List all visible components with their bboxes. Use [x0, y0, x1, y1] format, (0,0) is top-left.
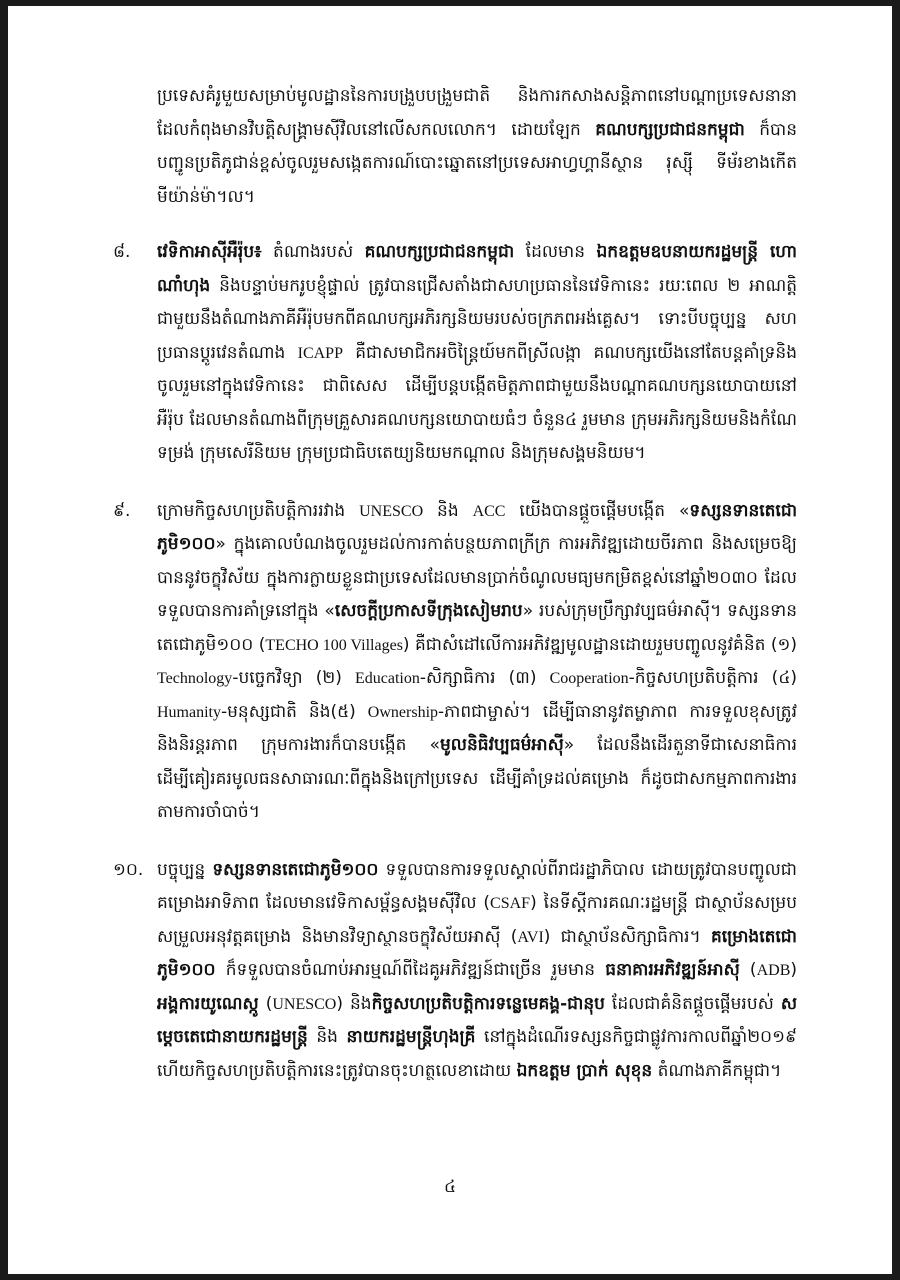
item-text — [157, 854, 797, 1089]
latin-text: UNESCO — [272, 995, 337, 1013]
latin-text: UNESCO — [359, 502, 424, 520]
bold-text: វេទិកាអាស៊ីអឺរ៉ុប៖ — [157, 242, 262, 262]
latin-text: Humanity — [157, 703, 221, 721]
latin-text: Cooperation — [549, 670, 629, 687]
bold-text: ឯកឧត្តមឧបនាយករដ្ឋមន្ត្រី ហោ ណាំហុង — [157, 242, 797, 296]
latin-text: AVI — [517, 928, 544, 946]
latin-text: Ownership — [367, 703, 439, 721]
text: បច្ចុប្បន្ន — [157, 859, 213, 880]
text: ) និង — [336, 993, 372, 1014]
latin-text: ACC — [472, 502, 506, 520]
bold-text: គណបក្សប្រជាជនកម្ពុជា — [595, 119, 745, 140]
text: -បច្ចេកវិទ្យា (២) — [232, 668, 355, 688]
text: -មនុស្សជាតិ និង(៥) — [221, 701, 368, 722]
text: ទទួលបានការទទួលស្គាល់ពីរាជរដ្ឋាភិបាល ដោយត្រូវបានបញ្ចូលជាគម្រោងអាទិភាព ដែលមានវេទិកាសម្ព័ន្ធសង្គមស៊ីវិល ( — [157, 859, 797, 913]
latin-text: Education — [354, 670, 420, 687]
bold-text: ទស្សនទានតេជោភូមិ១០០ — [212, 859, 379, 880]
bold-text: សេចក្តីប្រកាសទីក្រុងសៀមរាប — [334, 601, 523, 621]
list-item-8 — [113, 236, 797, 471]
latin-text: CSAF — [490, 895, 531, 912]
text: -កិច្ចសហប្រតិបត្តិការ (៤) — [628, 668, 797, 688]
text: នៅក្នុងដំណើរទស្សនកិច្ចជាផ្លូវការកាលពីឆ្នាំ២០១៩ ហើយកិច្ចសហប្រតិបត្តិការនេះត្រូវបានចុះហត្ថលេខាដោយ — [157, 1027, 797, 1081]
text: ដែលជាគំនិតផ្តួចផ្តើមរបស់ — [604, 993, 781, 1014]
item-number: ១០. — [113, 859, 144, 880]
text: តំណាងភាគីកម្ពុជា។ — [652, 1060, 782, 1081]
bold-text: ធនាគារអភិវឌ្ឍន៍អាស៊ី — [605, 960, 740, 980]
bold-text: ឯកឧត្តម ប្រាក់ សុខុន — [516, 1060, 653, 1081]
text: -សិក្សាធិការ (៣) — [419, 668, 550, 688]
list-item-9 — [113, 495, 797, 830]
bold-text: កិច្ចសហប្រតិបត្តិការទន្លេមេគង្គ-ជានុប — [371, 993, 605, 1014]
latin-text: Technology — [157, 670, 233, 687]
text: » ដែលនឹងដើរតួនាទីជាសេនាធិការដើម្បីគៀរគរមូលធនសាធារណៈពីក្នុងនិងក្រៅប្រទេស ដើម្បីគាំទ្រដល់គម្រោង ក៏ដូចជាសកម្មភាពការងារតាមការចាំបាច់។ — [157, 735, 797, 822]
text: យើងបានផ្តួចផ្តើមបង្កើត « — [505, 500, 690, 521]
item-text — [157, 236, 797, 471]
text: ក៏បានបញ្ជូនប្រតិភូជាន់ខ្ពស់ចូលរួមសង្កេតការណ៍បោះឆ្នោតនៅប្រទេសអាហ្វហ្គានីស្ថាន រុស្ស៊ី ទីម័រខាងកើត មីយ៉ាន់ម៉ា។ល។ — [157, 119, 797, 207]
intro-paragraph — [157, 80, 797, 214]
bold-text: មូលនិធិវប្បធម៌អាស៊ី — [440, 735, 564, 755]
text: ( — [258, 993, 273, 1014]
text: -ភាពជាម្ចាស់។ ដើម្បីធានានូវតម្លាភាព ការទទួលខុសត្រូវ និងនិរន្តរភាព ក្រុមការងារក៏បានបង្កើត « — [157, 701, 797, 755]
latin-text: TECHO 100 Villages — [265, 636, 403, 654]
page-number: ៤ — [443, 1177, 457, 1197]
text: គឺជាសមាជិកអចិន្ត្រៃយ៍មកពីស្រីលង្កា គណបក្សយើងនៅតែបន្តគាំទ្រនិងចូលរួមនៅក្នុងវេទិកានេះ ជាពិសេស ដើម្បីបន្តបង្កើតមិត្តភាពជាមួយនឹងបណ្តាគណបក្សនយោបាយនៅអឺរ៉ុប ដែលមានតំណាងពីក្រុមគ្រួសារគណបក្សនយោបាយធំៗ ចំនួន៤ រួមមាន ក្រុមអភិរក្សនិយមនិងកំណែទម្រង់ ក្រុមសេរីនិយម ក្រុមប្រជាធិបតេយ្យនិយមកណ្តាល និងក្រុមសង្គមនិយម។ — [157, 342, 797, 463]
text: » របស់ក្រុមប្រឹក្សាវប្បធម៌អាស៊ី។ ទស្សនទានតេជោភូមិ១០០ ( — [157, 601, 797, 655]
bold-text: នាយករដ្ឋមន្ត្រីហុងគ្រី — [346, 1027, 476, 1047]
text: និង — [423, 500, 473, 521]
text: និងបន្ទាប់មករូបខ្ញុំផ្ទាល់ ត្រូវបានជ្រើសតាំងជាសហប្រធាននៃវេទិកានេះ រយៈពេល ២ អាណត្តិ ជាមួយនឹងតំណាងភាគីអឺរ៉ុបមកពីគណបក្សអភិរក្សនិយមរបស់ចក្រភពអង់គ្លេស។ ទោះបីបច្ចុប្បន្ន សហប្រធានប្តូរវេនតំណាង — [157, 275, 797, 363]
list-item-10 — [113, 854, 797, 1089]
latin-text: ADB — [756, 962, 791, 979]
text: តំណាងរបស់ — [261, 242, 365, 262]
bold-text: សម្តេចតេជោនាយករដ្ឋមន្ត្រី — [157, 993, 797, 1047]
text: ក្រោមកិច្ចសហប្រតិបត្តិការរវាង — [157, 500, 360, 521]
text: ក៏ទទួលបានចំណាប់អារម្មណ៍ពីដៃគូអភិវឌ្ឍន៍ជាច្រើន រួមមាន — [215, 960, 606, 980]
text: » ក្នុងគោលបំណងចូលរួមដល់ការកាត់បន្ថយភាពក្រីក្រ ការអភិវឌ្ឍដោយចីរភាព និងសម្រេចឱ្យបាននូវចក្ខុវិស័យ ក្នុងការក្លាយខ្លួនជាប្រទេសដែលមានប្រាក់ចំណូលមធ្យមកម្រិតខ្ពស់នៅឆ្នាំ២០៣០ ដែលទទួលបានការគាំទ្រនៅក្នុង « — [157, 534, 797, 621]
bold-text: គណបក្សប្រជាជនកម្ពុជា — [364, 242, 515, 262]
text: ដែលមាន — [514, 242, 597, 262]
latin-text: ICAPP — [297, 344, 343, 362]
text: ) គឺជាសំដៅលើការអភិវឌ្ឍមូលដ្ឋានដោយរួមបញ្ចូលនូវគំនិត (១) — [402, 634, 797, 655]
bold-text: គម្រោងតេជោភូមិ១០០ — [157, 926, 797, 980]
text: ) ជាស្ថាប័នសិក្សាធិការ។ — [543, 926, 711, 947]
item-text — [157, 495, 797, 830]
bold-text: អង្គការយូណេស្កូ — [157, 993, 259, 1014]
text: ) នៃទីស្តីការគណៈរដ្ឋមន្ត្រី ជាស្ថាប័នសម្របសម្រួលអនុវត្តគម្រោង និងមានវិទ្យាស្ថានចក្ខុវិស័យអាស៊ី ( — [157, 893, 797, 947]
text: ប្រទេសគំរូមួយសម្រាប់មូលដ្ឋាននៃការបង្រួបបង្រួមជាតិ និងការកសាងសន្តិភាពនៅបណ្តាប្រទេសនានាដែលកំពុងមានវិបត្តិសង្គ្រាមស៊ីវិលនៅលើសកលលោក។ ដោយឡែក — [157, 86, 797, 140]
text: ( — [739, 960, 757, 980]
text: ) — [790, 960, 797, 980]
document-body — [113, 80, 797, 1112]
item-number: ៩. — [113, 500, 131, 521]
bold-text: ទស្សនទានតេជោភូមិ១០០ — [157, 500, 797, 554]
item-number: ៨. — [113, 242, 131, 262]
text: និង — [307, 1027, 347, 1047]
